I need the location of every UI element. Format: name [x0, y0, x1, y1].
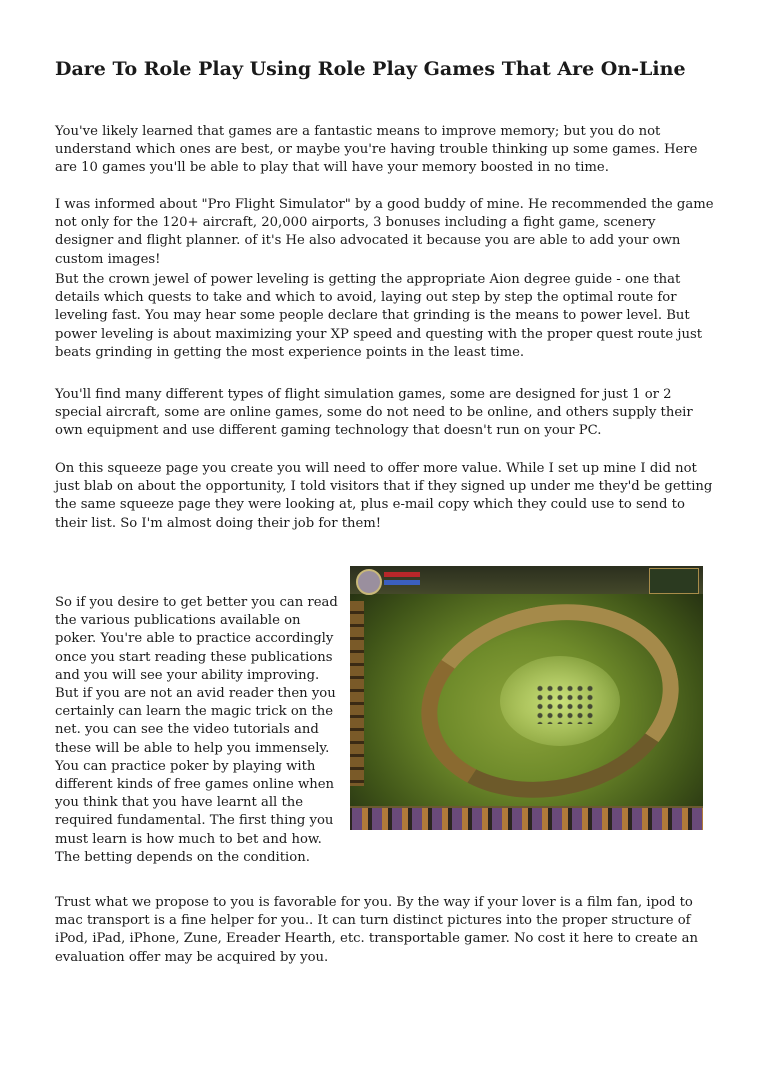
- player-crowd: [535, 684, 595, 724]
- paragraph-3: But the crown jewel of power leveling is getting the appropriate Aion degree guide - one that details which quests to take and which to avoid, laying out step by step the optimal route for leveling fast. You may hear some people declare that grinding is the means to power level. But power leveling is about maximizing your XP speed and questing with the proper quest route just beats grinding in getting the most experience points in the least time.: [55, 272, 703, 360]
- paragraph-4: You'll find many different types of flight simulation games, some are designed for just 1 or 2 special aircraft, some are online games, some do not need to be online, and others supply their own equipment and use different gaming technology that doesn't run on your PC.: [55, 387, 693, 439]
- float-paragraph: So if you desire to get better you can read the various publications available on poker. You're able to practice accordingly once you start reading these publications and you will see your ability improving. But if you are not an avid reader then you certainly can learn the magic trick on the net. you can see the video tutorials and these will be able to help you immensely. You can practice poker by playing with different kinds of free games online when you think that you have learnt all the required fundamental. The first thing you must learn is how much to bet and how. The betting depends on the condition.: [55, 595, 338, 865]
- game-sidebar: [350, 601, 364, 786]
- final-paragraph: Trust what we propose to you is favorable for you. By the way if your lover is a film fan, ipod to mac transport is a fine helper for you.. It can turn distinct pictures into the proper structure of iPod, iPad, iPhone, Zune, Ereader Hearth, etc. transportable gamer. No cost it here to create an evaluation offer may be acquired by you.: [55, 895, 698, 965]
- paragraph-1: You've likely learned that games are a fantastic means to improve memory; but you do not understand which ones are best, or maybe you're having trouble thinking up some games. Here are 10 games you'll be able to play that will have your memory boosted in no time.: [55, 124, 698, 176]
- minimap: [649, 568, 699, 594]
- health-bar: [384, 572, 420, 577]
- game-hotbar: [350, 806, 703, 830]
- game-screenshot-image: [350, 566, 703, 830]
- mana-bar: [384, 580, 420, 585]
- paragraph-2: I was informed about "Pro Flight Simulator" by a good buddy of mine. He recommended the game not only for the 120+ aircraft, 20,000 airports, 3 bonuses including a fight game, scenery designer and flight planner. of it's He also advocated it because you are able to add your own custom images!: [55, 197, 714, 267]
- page-title: Dare To Role Play Using Role Play Games That Are On-Line: [55, 58, 686, 80]
- character-portrait: [356, 569, 382, 595]
- paragraph-5: On this squeeze page you create you will need to offer more value. While I set up mine I did not just blab on about the opportunity, I told visitors that if they signed up under me they'd be getting the same squeeze page they were looking at, plus e-mail copy which they could use to send to their list. So I'm almost doing their job for them!: [55, 461, 713, 531]
